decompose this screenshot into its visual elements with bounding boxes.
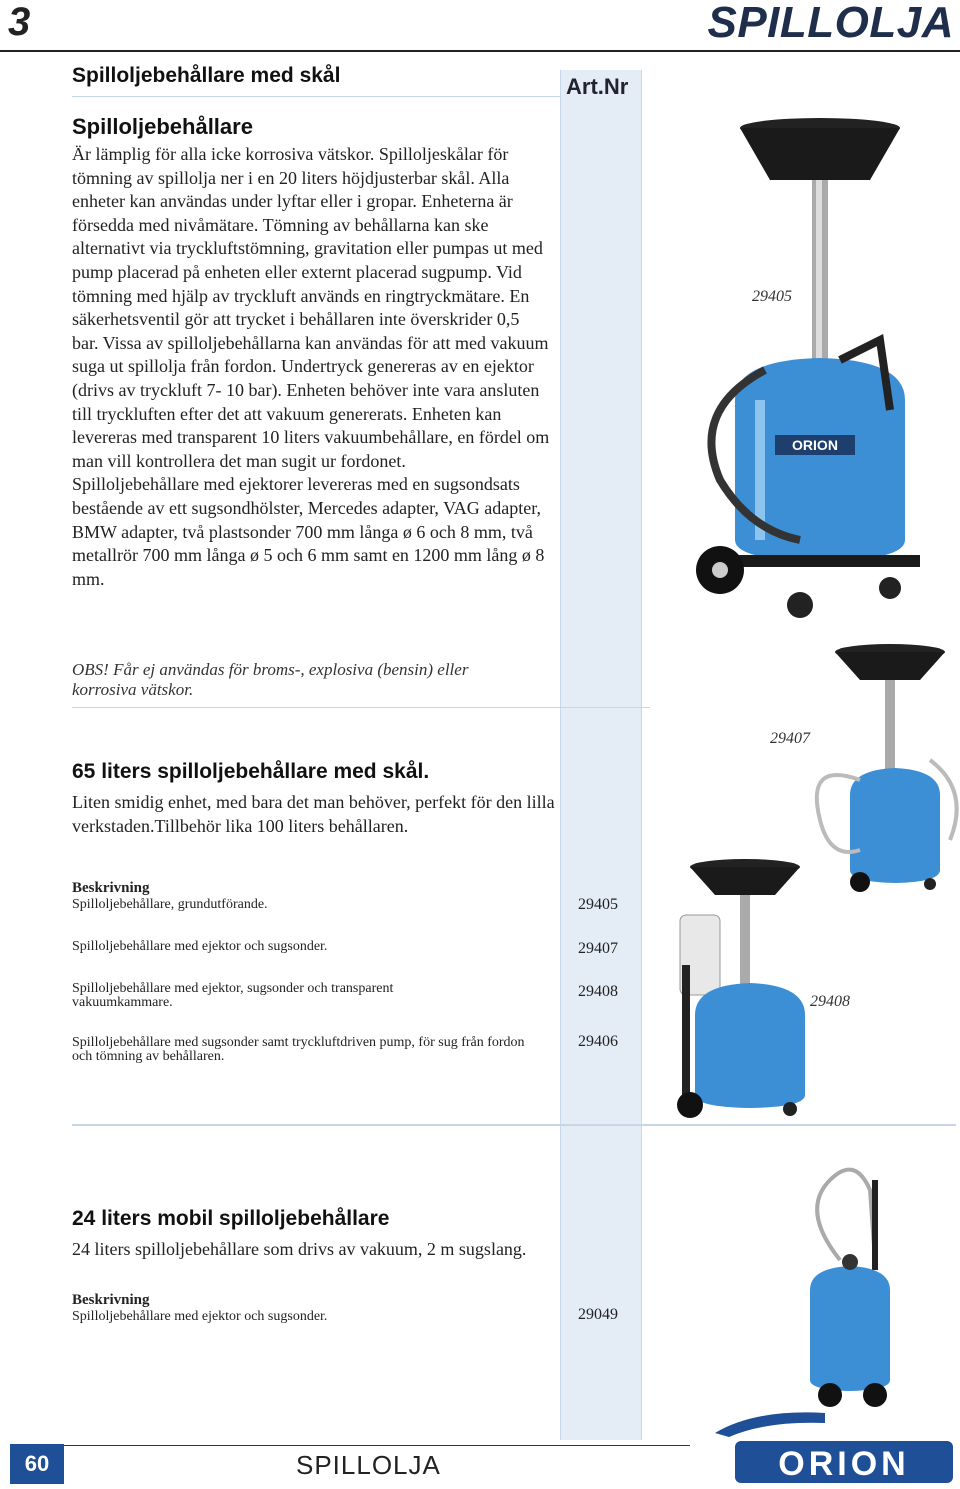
castor	[879, 577, 901, 599]
section-24-text: 24 liters spilloljebehållare som drivs av vakuum, 2 m sugslang.	[72, 1239, 527, 1259]
body-text	[72, 143, 550, 591]
castor	[783, 1102, 797, 1116]
image-label-29407: 29407	[770, 730, 810, 747]
suction-hose	[817, 1170, 875, 1260]
header-rule	[0, 50, 960, 52]
logo-text: ORION	[778, 1445, 910, 1483]
table-row-desc: Spilloljebehållare, grundutförande.	[72, 897, 268, 912]
table-row-artnr: 29406	[578, 1033, 618, 1050]
artnr-label: Art.Nr	[566, 74, 629, 99]
beskrivning-label: Beskrivning	[72, 1292, 150, 1308]
wheel	[863, 1383, 887, 1407]
logo-swoosh	[715, 1412, 825, 1437]
table-row-desc: Spilloljebehållare med ejektor, sugsonder och transparent vakuumkammare.	[72, 981, 394, 1010]
wheel-hub	[712, 562, 728, 578]
chapter-number: 3	[8, 0, 31, 44]
tank-body	[695, 983, 805, 1108]
section-65-text: Liten smidig enhet, med bara det man behöver, perfekt för den lilla verkstaden.Tillbehör lika 100 liters behållaren.	[72, 792, 555, 836]
table-row-artnr: 29408	[578, 983, 618, 1000]
table-row-artnr: 29405	[578, 896, 618, 913]
product-image-29407	[800, 640, 960, 890]
oil-bowl-body	[835, 652, 945, 680]
section-rule	[72, 96, 560, 97]
page-number: 60	[10, 1444, 64, 1484]
oil-bowl-body	[690, 867, 800, 895]
tank-body	[810, 1266, 890, 1391]
table-row-desc: Spilloljebehållare med sugsonder samt tryckluftdriven pump, för sug från fordon och tömning av behållaren.	[72, 1035, 525, 1064]
oil-bowl-body	[740, 128, 900, 180]
section-heading: Spilloljebehållare med skål	[72, 64, 341, 87]
tank-body	[850, 768, 940, 883]
height-tube	[885, 680, 895, 780]
obs-note: OBS! Får ej användas för broms-, explosiva (bensin) eller korrosiva vätskor.	[72, 660, 469, 699]
height-tube	[740, 895, 750, 995]
image-label-29408: 29408	[810, 993, 850, 1010]
beskrivning-label: Beskrivning	[72, 880, 150, 896]
handle	[682, 965, 690, 1105]
tank-logo-text: ORION	[792, 437, 838, 453]
product-image-29049	[780, 1150, 920, 1415]
section-24-heading: 24 liters mobil spilloljebehållare	[72, 1207, 390, 1230]
wheel	[818, 1383, 842, 1407]
castor	[924, 878, 936, 890]
product-image-29408	[660, 855, 820, 1120]
product-heading: Spilloljebehållare	[72, 114, 253, 139]
obs-rule	[72, 707, 650, 708]
table-row-artnr: 29407	[578, 940, 618, 957]
body-paragraph: Spilloljebehållare med ejektorer levereras med en sugsondsats bestående av ett sugsondhölster, Mercedes adapter, VAG adapter, BMW adapter, två plastsonder 700 mm långa ø 6 och 8 mm, två metallrör 700 mm långa ø 5 och 6 mm samt en 1200 mm lång ø 8 mm.	[72, 474, 545, 589]
artnr-column	[560, 70, 642, 1440]
castor	[787, 592, 813, 618]
footer-title: SPILLOLJA	[296, 1450, 441, 1480]
gauge	[842, 1254, 858, 1270]
image-label-29405: 29405	[752, 288, 792, 305]
wheel	[850, 872, 870, 892]
chapter-title: SPILLOLJA	[707, 0, 954, 47]
height-tube-inner	[816, 180, 822, 370]
handle	[872, 1180, 878, 1270]
table-row-desc: Spilloljebehållare med ejektor och sugsonder.	[72, 1309, 328, 1324]
footer-rule	[50, 1445, 690, 1446]
body-paragraph: Är lämplig för alla icke korrosiva vätskor. Spilloljeskålar för tömning av spillolja ner i en 20 liters höjdjusterbar skål. Alla enheter kan användas under lyftar eller i gropar. Enheterna är försedda med nivåmätare. Tömning av behållarna kan ske alternativt via tryckluftstömning, gravitation eller pumpas ut med pump placerad på enheten eller externt placerad sugpump. Vid tömning med hjälp av tryckluft används en ringtryckmätare. En säkerhetsventil gör att trycket i behållaren inte överskrider 0,5 bar. Vissa av spilloljebehållarna kan användas för att med vakuum suga ut spillolja från fordon. Undertryck genereras av en ejektor (drivs av tryckluft 7- 10 bar). Enheten behöver inte vara ansluten till tryckluften efter det att vakuum genererats. Enheten kan levereras med transparent 10 liters vakuumbehållare, en fördel om man vill kontrollera det man sugit ur fordonet.	[72, 144, 550, 471]
orion-logo	[695, 1405, 955, 1485]
table-row-artnr: 29049	[578, 1306, 618, 1323]
section-65-heading: 65 liters spilloljebehållare med skål.	[72, 760, 430, 783]
wheel	[677, 1092, 703, 1118]
section-divider	[72, 1124, 956, 1126]
product-image-29405	[680, 110, 960, 630]
table-row-desc: Spilloljebehållare med ejektor och sugsonder.	[72, 939, 328, 954]
base-frame	[720, 555, 920, 567]
